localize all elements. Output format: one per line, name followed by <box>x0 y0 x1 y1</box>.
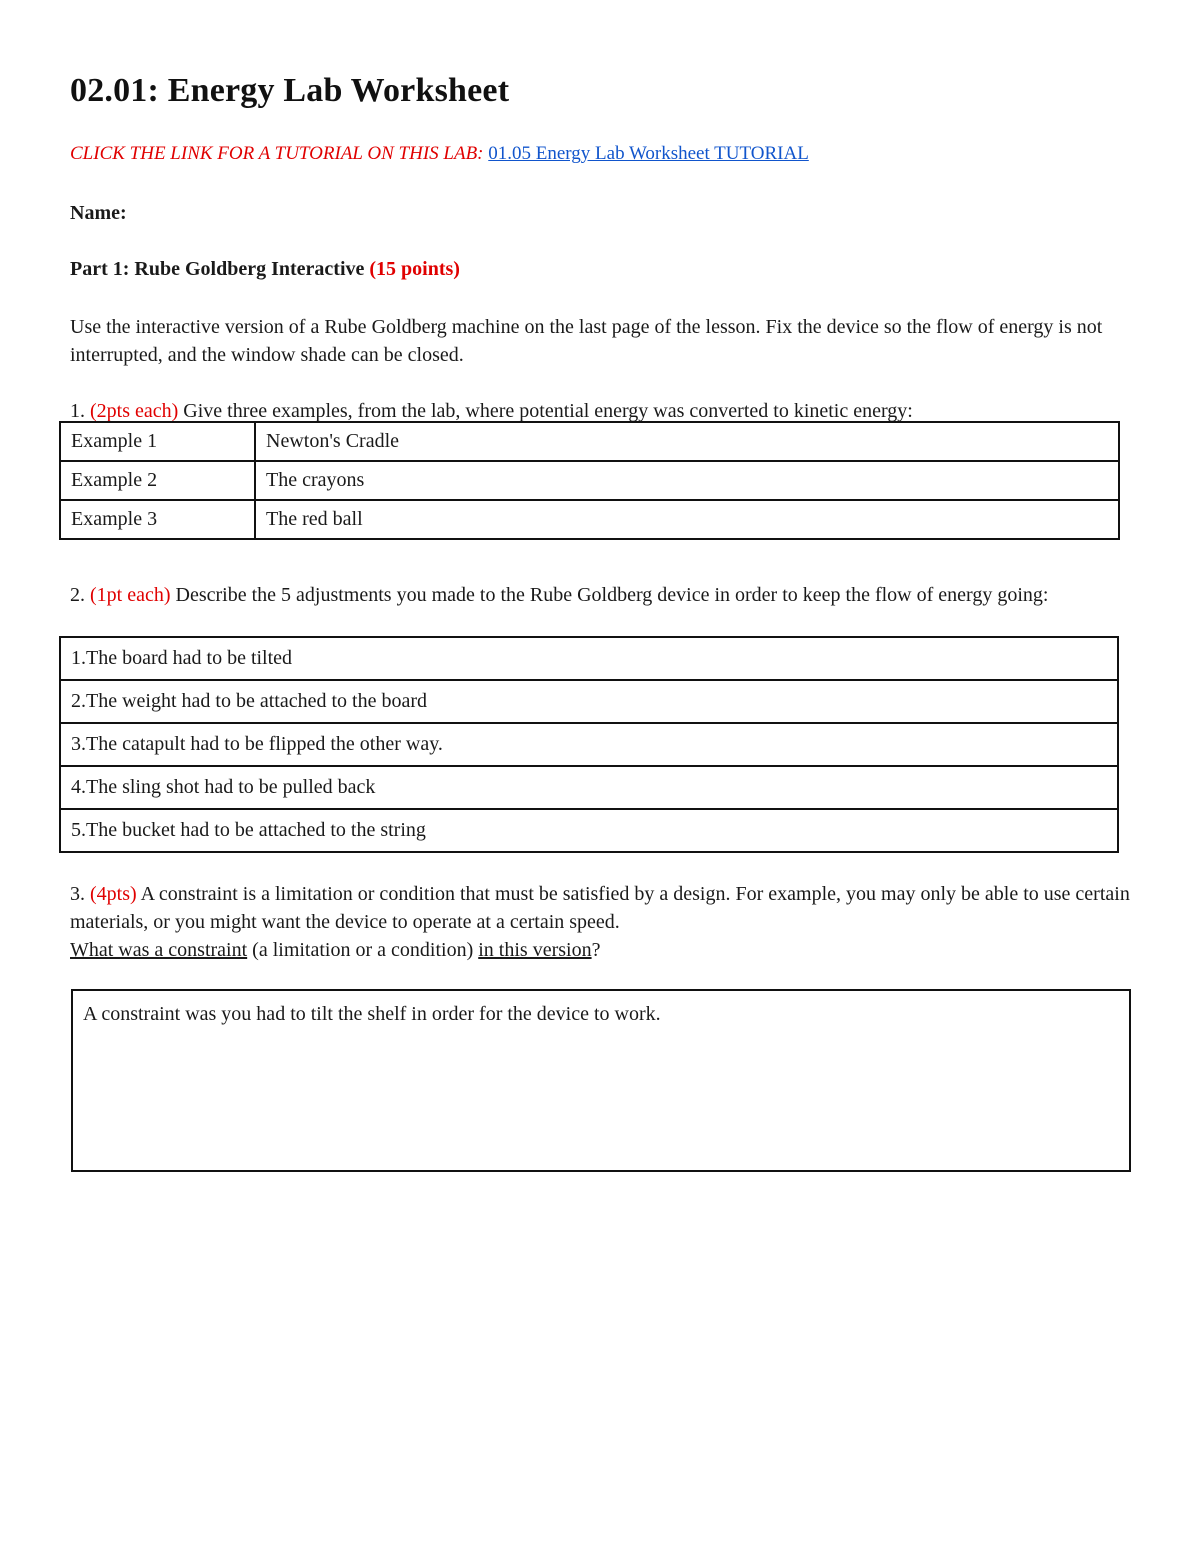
example-answer[interactable]: Newton's Cradle <box>255 422 1119 461</box>
q3-points: (4pts) <box>90 883 137 905</box>
q3-question-part1: What was a constraint <box>70 939 248 961</box>
q2-prompt <box>70 581 1130 609</box>
q3-question-part2: (a limitation or a condition) <box>252 939 474 961</box>
adjustments-table <box>59 636 1119 853</box>
q1-number: 1. <box>70 400 85 422</box>
tutorial-link[interactable]: 01.05 Energy Lab Worksheet TUTORIAL <box>488 143 809 164</box>
q2-text: Describe the 5 adjustments you made to the Rube Goldberg device in order to keep the flow of energy going: <box>175 584 1049 606</box>
table-row <box>60 809 1118 852</box>
adjustment-answer[interactable]: 3.The catapult had to be flipped the other way. <box>60 723 1118 766</box>
table-row <box>60 723 1118 766</box>
example-label: Example 3 <box>60 500 255 539</box>
q1-text: Give three examples, from the lab, where potential energy was converted to kinetic energy: <box>183 400 913 422</box>
q3-text: A constraint is a limitation or condition that must be satisfied by a design. For example, you may only be able to use certain materials, or you might want the device to operate at a certain speed. <box>70 883 1130 933</box>
part1-heading-line <box>70 258 460 281</box>
example-answer[interactable]: The red ball <box>255 500 1119 539</box>
adjustment-answer[interactable]: 4.The sling shot had to be pulled back <box>60 766 1118 809</box>
table-row <box>60 680 1118 723</box>
example-label: Example 2 <box>60 461 255 500</box>
q2-points: (1pt each) <box>90 584 171 606</box>
adjustment-answer[interactable]: 2.The weight had to be attached to the board <box>60 680 1118 723</box>
page-title: 02.01: Energy Lab Worksheet <box>70 72 510 109</box>
name-label: Name: <box>70 202 127 224</box>
constraint-answer-box[interactable]: A constraint was you had to tilt the shelf in order for the device to work. <box>71 989 1131 1172</box>
q3-prompt <box>70 880 1130 964</box>
tutorial-lead: CLICK THE LINK FOR A TUTORIAL ON THIS LAB: <box>70 143 484 164</box>
tutorial-line <box>70 143 809 165</box>
q3-number: 3. <box>70 883 85 905</box>
q1-points: (2pts each) <box>90 400 179 422</box>
q2-number: 2. <box>70 584 85 606</box>
part1-points: (15 points) <box>369 258 460 280</box>
q3-question-end: ? <box>591 939 601 961</box>
q3-question-part3: in this version <box>478 939 592 961</box>
adjustment-answer[interactable]: 1.The board had to be tilted <box>60 637 1118 680</box>
examples-table <box>59 421 1120 540</box>
part1-heading: Part 1: Rube Goldberg Interactive <box>70 258 365 280</box>
example-answer[interactable]: The crayons <box>255 461 1119 500</box>
example-label: Example 1 <box>60 422 255 461</box>
table-row <box>60 500 1119 539</box>
table-row <box>60 766 1118 809</box>
adjustment-answer[interactable]: 5.The bucket had to be attached to the string <box>60 809 1118 852</box>
table-row <box>60 637 1118 680</box>
table-row <box>60 461 1119 500</box>
part1-intro: Use the interactive version of a Rube Goldberg machine on the last page of the lesson. Fix the device so the flow of energy is not interrupted, and the window shade can be closed. <box>70 316 1103 366</box>
table-row <box>60 422 1119 461</box>
